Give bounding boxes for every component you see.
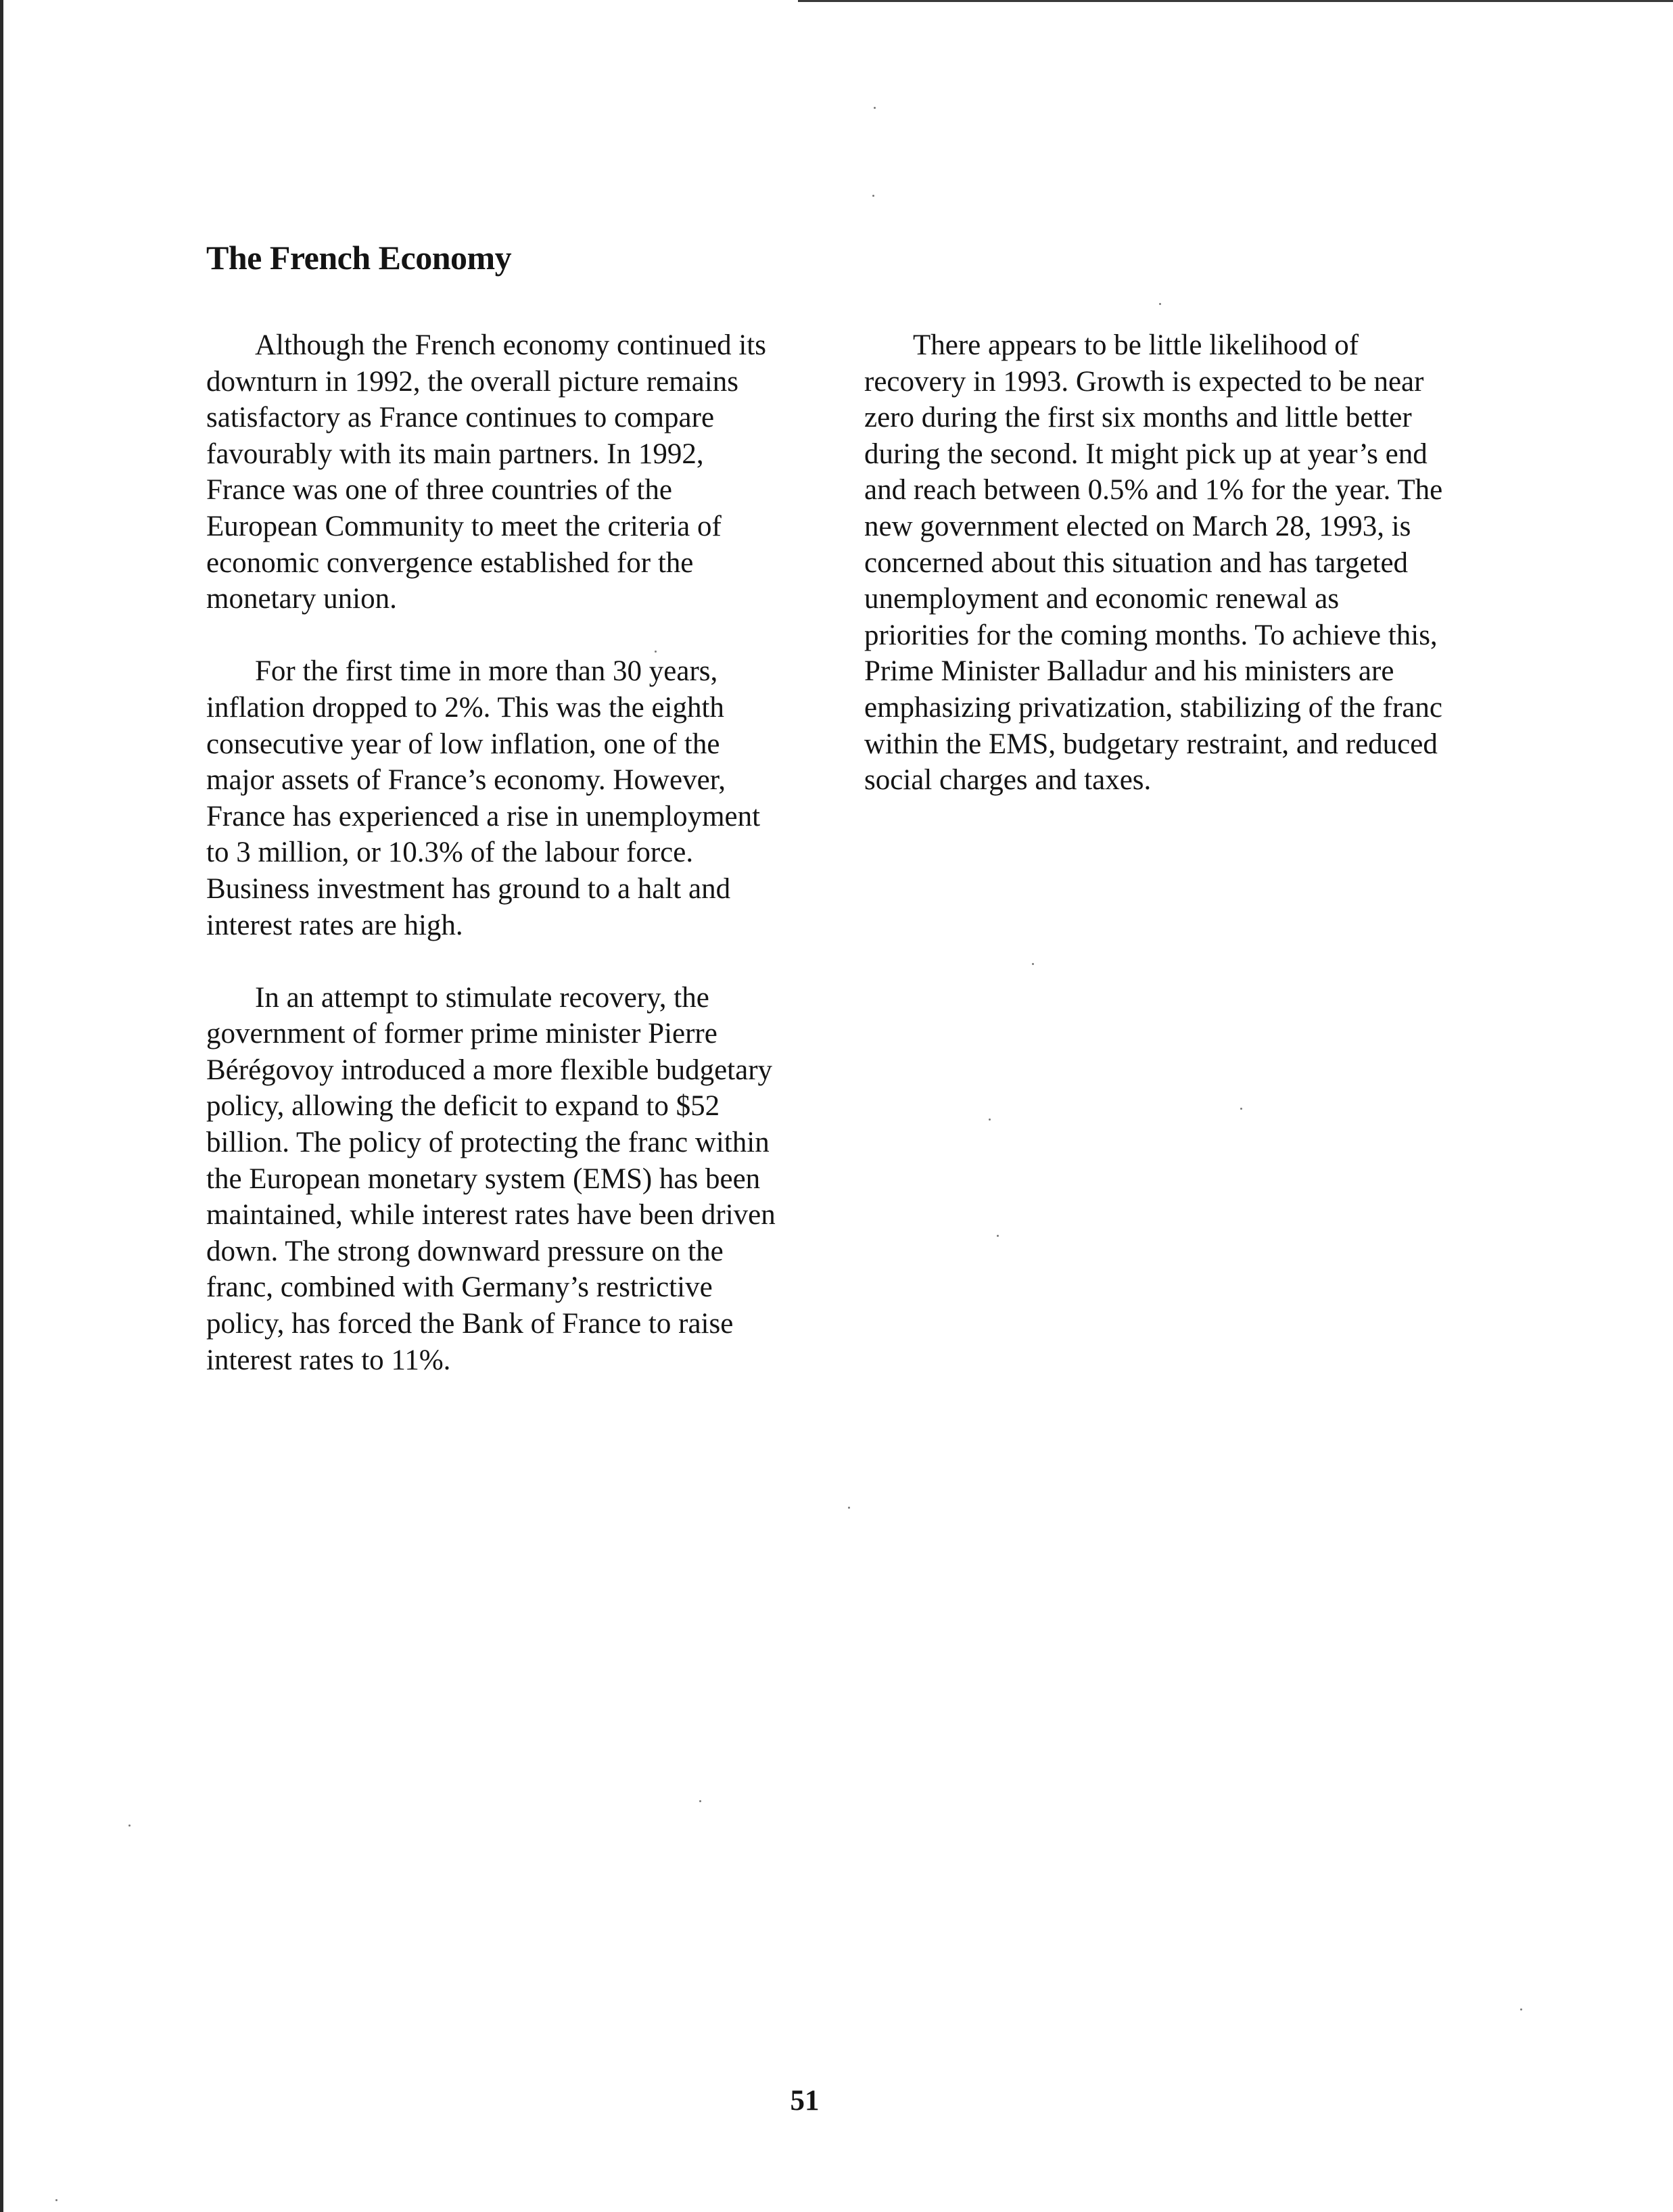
right-column: [864, 327, 1446, 834]
scan-speck: [1240, 1108, 1242, 1110]
scan-speck: [1159, 303, 1161, 305]
scan-speck: [997, 1235, 999, 1237]
paragraph-recovery-policy: In an attempt to stimulate recovery, the government of former prime minister Pierre Bérégovoy introduced a more flexible budgetary policy, allowing the deficit to expand to $52 billion. The policy of protecting the franc within the European monetary system (EMS) has been maintained, while interest rates have been driven down. The strong downward pressure on the franc, combined with Germany’s restrictive policy, has forced the Bank of France to raise interest rates to 11%.: [206, 981, 776, 1376]
scan-top-edge: [798, 0, 1673, 2]
scan-speck: [655, 651, 657, 653]
page-number: 51: [790, 2085, 820, 2117]
scan-speck: [848, 1507, 850, 1509]
left-column: [206, 327, 788, 1415]
scan-speck: [55, 2199, 57, 2201]
scan-speck: [699, 1800, 701, 1802]
paragraph-economy-overview: Although the French economy continued its downturn in 1992, the overall picture remains satisfactory as France continues to compare favourably with its main partners. In 1992, France was one of three countries of the European Community to meet the criteria of economic convergence established for the monetary union.: [206, 329, 766, 615]
scan-speck: [1032, 963, 1034, 965]
scan-left-edge: [0, 0, 3, 2212]
scan-speck: [874, 107, 876, 109]
scan-speck: [1520, 2008, 1522, 2010]
scan-speck: [128, 1825, 131, 1827]
scan-speck: [872, 195, 874, 197]
scan-speck: [989, 1119, 991, 1121]
paragraph-outlook-1993: There appears to be little likelihood of recovery in 1993. Growth is expected to be near zero during the first six months and little better during the second. It might pick up at year’s end and reach between 0.5% and 1% for the year. The new government elected on March 28, 1993, is concerned about this situation and has targeted unemployment and economic renewal as priorities for the coming months. To achieve this, Prime Minister Balladur and his ministers are emphasizing privatization, stabilizing of the franc within the EMS, budgetary restraint, and reduced social charges and taxes.: [864, 329, 1443, 797]
paragraph-inflation: For the first time in more than 30 years, inflation dropped to 2%. This was the eighth consecutive year of low inflation, one of the major assets of France’s economy. However, France has experienced a rise in unemployment to 3 million, or 10.3% of the labour force. Business investment has ground to a halt and interest rates are high.: [206, 655, 761, 941]
document-title: The French Economy: [206, 239, 512, 277]
